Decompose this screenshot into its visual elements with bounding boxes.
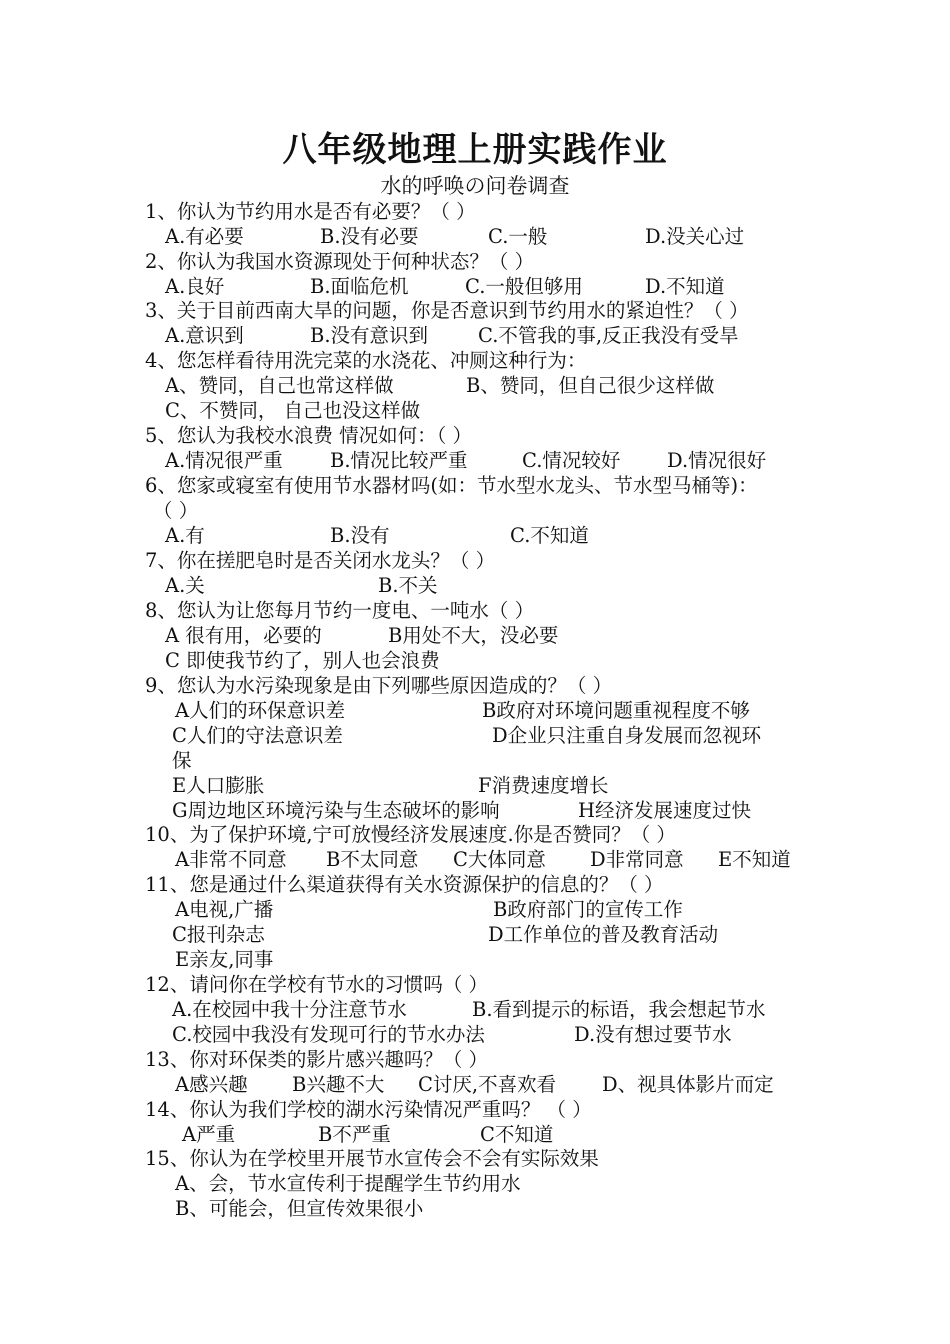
question-6-option-a: A.有	[165, 524, 205, 547]
question-9: 9、您认为水污染现象是由下列哪些原因造成的？（ ）	[145, 674, 613, 697]
question-13-option-a: A感兴趣	[175, 1073, 248, 1096]
question-5-option-b: B.情况比较严重	[330, 449, 468, 472]
question-13-option-d: D、视具体影片而定	[602, 1073, 774, 1096]
question-14: 14、你认为我们学校的湖水污染情况严重吗？ （ ）	[145, 1098, 592, 1121]
question-6-option-c: C.不知道	[510, 524, 589, 547]
question-1-option-c: C.一般	[488, 225, 548, 248]
question-9-option-c: C人们的守法意识差	[172, 724, 343, 747]
question-1-option-a: A.有必要	[165, 225, 244, 248]
question-4-option-c: C、不赞同， 自己也没这样做	[165, 399, 421, 422]
question-5: 5、您认为我校水浪费 情况如何：（ ）	[145, 424, 473, 447]
question-3-option-c: C.不管我的事,反正我没有受旱	[478, 324, 739, 347]
question-2-option-b: B.面临危机	[310, 275, 409, 298]
question-8-option-b: B用处不大，没必要	[388, 624, 559, 647]
question-11-option-c: C报刊杂志	[172, 923, 265, 946]
question-10-option-e: E不知道	[718, 848, 791, 871]
question-8: 8、您认为让您每月节约一度电、一吨水（ ）	[145, 599, 535, 622]
question-9-option-g: G周边地区环境污染与生态破坏的影响	[172, 799, 500, 822]
question-7-option-a: A.关	[165, 574, 205, 597]
question-11-option-d: D工作单位的普及教育活动	[488, 923, 719, 946]
question-11-option-a: A电视,广播	[175, 898, 274, 921]
question-3-option-b: B.没有意识到	[310, 324, 429, 347]
question-7-option-b: B.不关	[378, 574, 438, 597]
question-12-option-b: B.看到提示的标语，我会想起节水	[472, 998, 766, 1021]
question-9-option-f: F消费速度增长	[478, 774, 609, 797]
question-9-option-a: A人们的环保意识差	[175, 699, 346, 722]
question-4-option-a: A、赞同，自己也常这样做	[165, 374, 394, 397]
question-15-option-b: B、可能会，但宣传效果很小	[175, 1197, 424, 1220]
question-9-option-d: D企业只注重自身发展而忽视环	[492, 724, 762, 747]
question-10-option-d: D非常同意	[590, 848, 684, 871]
question-12-option-d: D.没有想过要节水	[574, 1023, 732, 1046]
document-title: 八年级地理上册实践作业	[282, 130, 668, 170]
question-10: 10、为了保护环境,宁可放慢经济发展速度.你是否赞同？（ ）	[145, 823, 676, 846]
question-3: 3、关于目前西南大旱的问题，你是否意识到节约用水的紧迫性？（ ）	[145, 299, 749, 322]
question-13-option-b: B兴趣不大	[292, 1073, 385, 1096]
question-4: 4、您怎样看待用洗完菜的水浇花、冲厕这种行为：	[145, 349, 587, 372]
question-13-option-c: C讨厌,不喜欢看	[418, 1073, 557, 1096]
question-1-option-b: B.没有必要	[320, 225, 419, 248]
question-4-option-b: B、赞同，但自己很少这样做	[466, 374, 715, 397]
question-10-option-b: B不太同意	[326, 848, 419, 871]
question-9-option-h: H经济发展速度过快	[578, 799, 752, 822]
question-5-option-a: A.情况很严重	[165, 449, 283, 472]
question-9-option-b: B政府对环境问题重视程度不够	[482, 699, 750, 722]
question-2-option-a: A.良好	[165, 275, 225, 298]
question-11-option-e: E亲友,同事	[175, 948, 274, 971]
question-8-option-c: C 即使我节约了，别人也会浪费	[165, 649, 440, 672]
question-1: 1、你认为节约用水是否有必要？（ ）	[145, 200, 476, 223]
document-subtitle: 水的呼唤の问卷调查	[380, 174, 570, 198]
question-9-option-e: E人口膨胀	[172, 774, 265, 797]
question-6: 6、您家或寝室有使用节水器材吗(如：节水型水龙头、节水型马桶等)：	[145, 474, 758, 497]
question-12: 12、请问你在学校有节水的习惯吗（ ）	[145, 973, 489, 996]
question-15: 15、你认为在学校里开展节水宣传会不会有实际效果	[145, 1147, 599, 1170]
question-9-option-d-cont: 保	[172, 749, 192, 772]
question-12-option-c: C.校园中我没有发现可行的节水办法	[172, 1023, 485, 1046]
question-15-option-a: A、会，节水宣传利于提醒学生节约用水	[175, 1172, 521, 1195]
question-7: 7、你在搓肥皂时是否关闭水龙头？（ ）	[145, 549, 496, 572]
question-14-option-c: C不知道	[480, 1123, 554, 1146]
question-10-option-c: C大体同意	[453, 848, 546, 871]
question-3-option-a: A.意识到	[165, 324, 244, 347]
question-6-option-b: B.没有	[330, 524, 390, 547]
question-10-option-a: A非常不同意	[175, 848, 287, 871]
question-14-option-b: B不严重	[318, 1123, 391, 1146]
question-5-option-d: D.情况很好	[667, 449, 767, 472]
question-8-option-a: A 很有用，必要的	[165, 624, 322, 647]
question-5-option-c: C.情况较好	[522, 449, 621, 472]
question-14-option-a: A严重	[182, 1123, 236, 1146]
question-12-option-a: A.在校园中我十分注意节水	[172, 998, 407, 1021]
question-1-option-d: D.没关心过	[645, 225, 745, 248]
question-13: 13、你对环保类的影片感兴趣吗？（ ）	[145, 1048, 489, 1071]
question-11-option-b: B政府部门的宣传工作	[493, 898, 683, 921]
question-11: 11、您是通过什么渠道获得有关水资源保护的信息的？（ ）	[145, 873, 664, 896]
question-2: 2、你认为我国水资源现处于何种状态？（ ）	[145, 250, 535, 273]
question-2-option-d: D.不知道	[645, 275, 725, 298]
question-6-blank: （ ）	[153, 499, 199, 522]
question-2-option-c: C.一般但够用	[465, 275, 583, 298]
